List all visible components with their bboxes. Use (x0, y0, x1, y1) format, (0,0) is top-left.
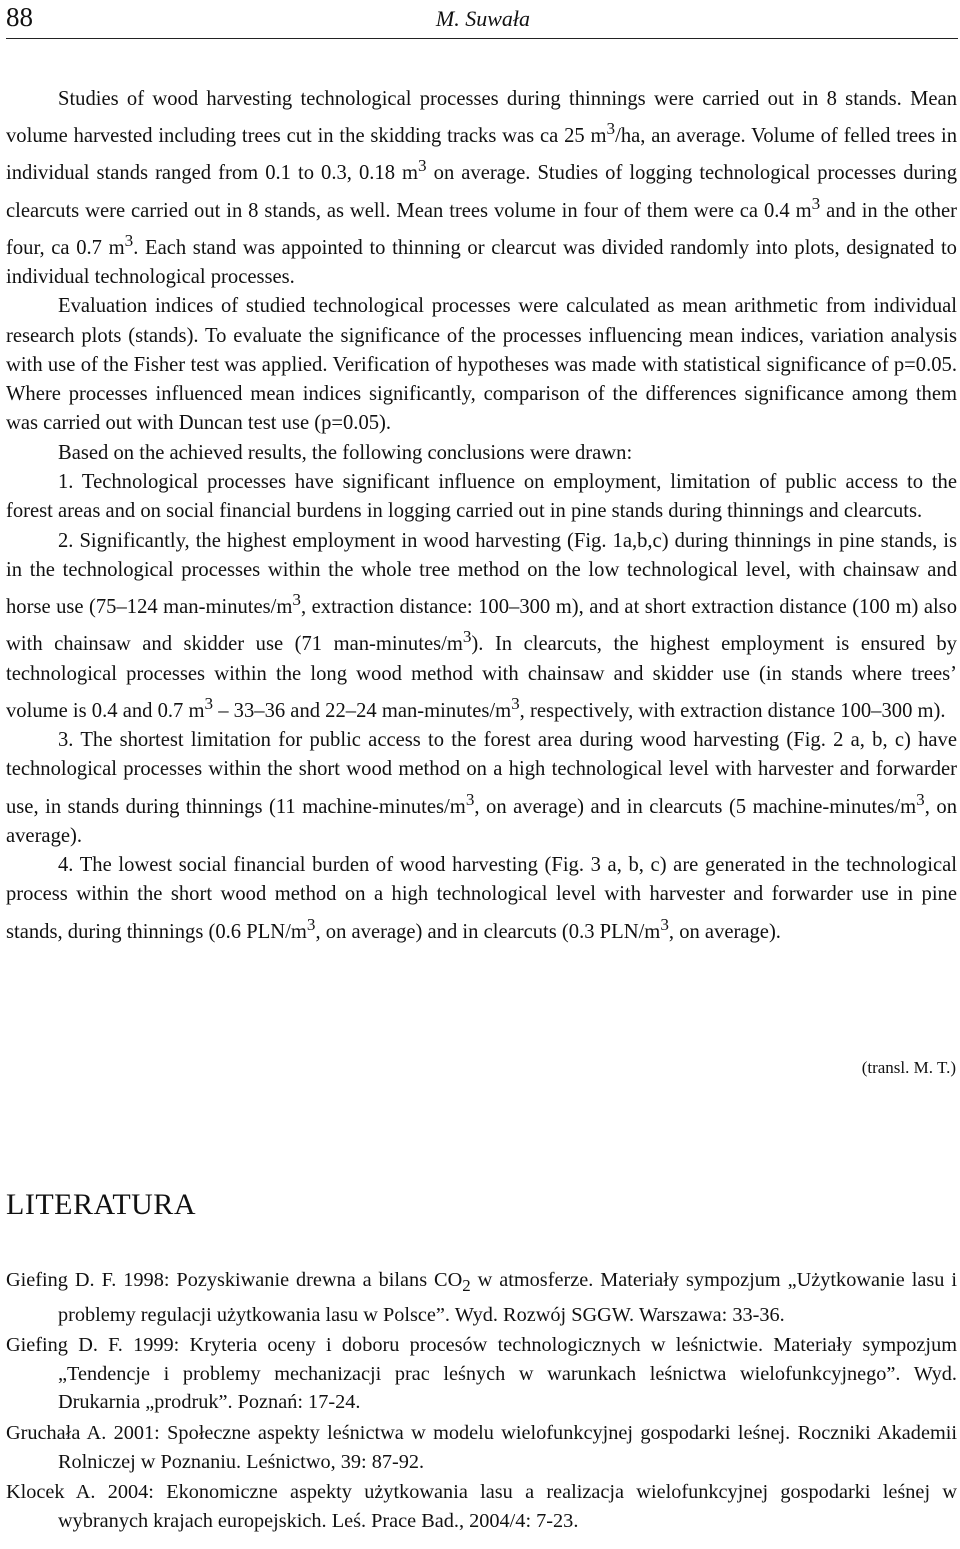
translator-note: (transl. M. T.) (861, 1058, 956, 1077)
reference-item: Giefing D. F. 1998: Pozyskiwanie drewna a bilans $CO_2$ w atmosferze. Materiały sympozjum „Użytkowanie lasu i problemy regulacji użytkowania lasu w Polsce”. Wyd. Rozwój SGGW. Warszawa: 33-36. (6, 1269, 957, 1326)
page-number: 88 (6, 2, 33, 32)
reference-item: Giefing D. F. 1999: Kryteria oceny i doboru procesów technologicznych w leśnictwie. Materiały sympozjum „Tendencje i problemy mechanizacji prac leśnych w warunkach leśnictwa wielofunkcyjnego”. Wyd. Drukarnia „prodruk”. Poznań: 17-24. (6, 1334, 957, 1414)
reference-item: Gruchała A. 2001: Społeczne aspekty leśnictwa w modelu wielofunkcyjnej gospodarki leśnej. Roczniki Akademii Rolniczej w Poznaniu. Leśnictwo, 39: 87-92. (6, 1422, 957, 1473)
literature-heading: LITERATURA (6, 1188, 196, 1221)
conclusion-2: 2. Significantly, the highest employment in wood harvesting (Fig. 1a,b,c) during thinnings in pine stands, is in the technological processes within the whole tree method on the low technological level, with chainsaw and horse use (75–124 man-$minutes/m^3$, extraction distance: 100–300 m), and at short extraction distance (100 m) also with chainsaw and skidder use (71 man-$minutes/m^3$). In clearcuts, the highest employment is ensured by technological processes within the long wood method with chainsaw and skidder use (in stands where trees’ volume is 0.4 and 0.7 $m^3 - 33-36$ and 22–24 man-$minutes/m^3$, respectively, with extraction distance 100–300 m). (6, 529, 957, 722)
paragraph-study-description: Studies of wood harvesting technological processes during thinnings were carried out in 8 stands. Mean volume harvested including trees cut in the skidding tracks was ca 25 $m^3/ha$, an average. Volume of felled trees in individual stands ranged from 0.1 to 0.3, 0.18 $m^3$ on average. Studies of logging technological processes during clearcuts were carried out in 8 stands, as well. Mean trees volume in four of them were ca 0.4 $m^3$ and in the other four, ca 0.7 $m^3$. Each stand was appointed to thinning or clearcut was divided randomly into plots, designated to individual technological processes. (6, 88, 957, 288)
reference-list (6, 1266, 957, 1537)
conclusion-4: 4. The lowest social financial burden of wood harvesting (Fig. 3 a, b, c) are generated in the technological process within the short wood method on a high technological level with harvester and forwarder use in pine stands, during thinnings (0.6 PLN/$m^3$, on average) and in clearcuts (0.3 PLN/$m^3$, on average). (6, 854, 957, 943)
conclusion-3: 3. The shortest limitation for public access to the forest area during wood harvesting (Fig. 2 a, b, c) have technological processes within the short wood method on a high technological level with harvester and forwarder use, in stands during thinnings (11 machine-$minutes/m^3$, on average) and in clearcuts (5 machine-$minutes/m^3$, on average). (6, 728, 957, 847)
running-head-author: M. Suwała (435, 6, 530, 31)
page-header (6, 0, 958, 40)
conclusion-1: 1. Technological processes have significant influence on employment, limitation of public access to the forest areas and on social financial burdens in logging carried out in pine stands during thinnings and clearcuts. (6, 471, 957, 523)
paragraph-conclusions-intro: Based on the achieved results, the following conclusions were drawn: (58, 441, 633, 464)
reference-item: Klocek A. 2004: Ekonomiczne aspekty użytkowania lasu a realizacja wielofunkcyjnej gospodarki leśnej w wybranych krajach europejskich. Leś. Prace Bad., 2004/4: 7-23. (6, 1481, 957, 1532)
body-text (6, 85, 957, 947)
paragraph-methods: Evaluation indices of studied technological processes were calculated as mean arithmetic from individual research plots (stands). To evaluate the significance of the processes influencing mean indices, variation analysis with use of the Fisher test was applied. Verification of hypotheses was made with statistical significance of p=0.05. Where processes influenced mean indices significantly, comparison of the differences significance among them was carried out with Duncan test use (p=0.05). (6, 295, 957, 435)
header-rule (6, 38, 958, 39)
